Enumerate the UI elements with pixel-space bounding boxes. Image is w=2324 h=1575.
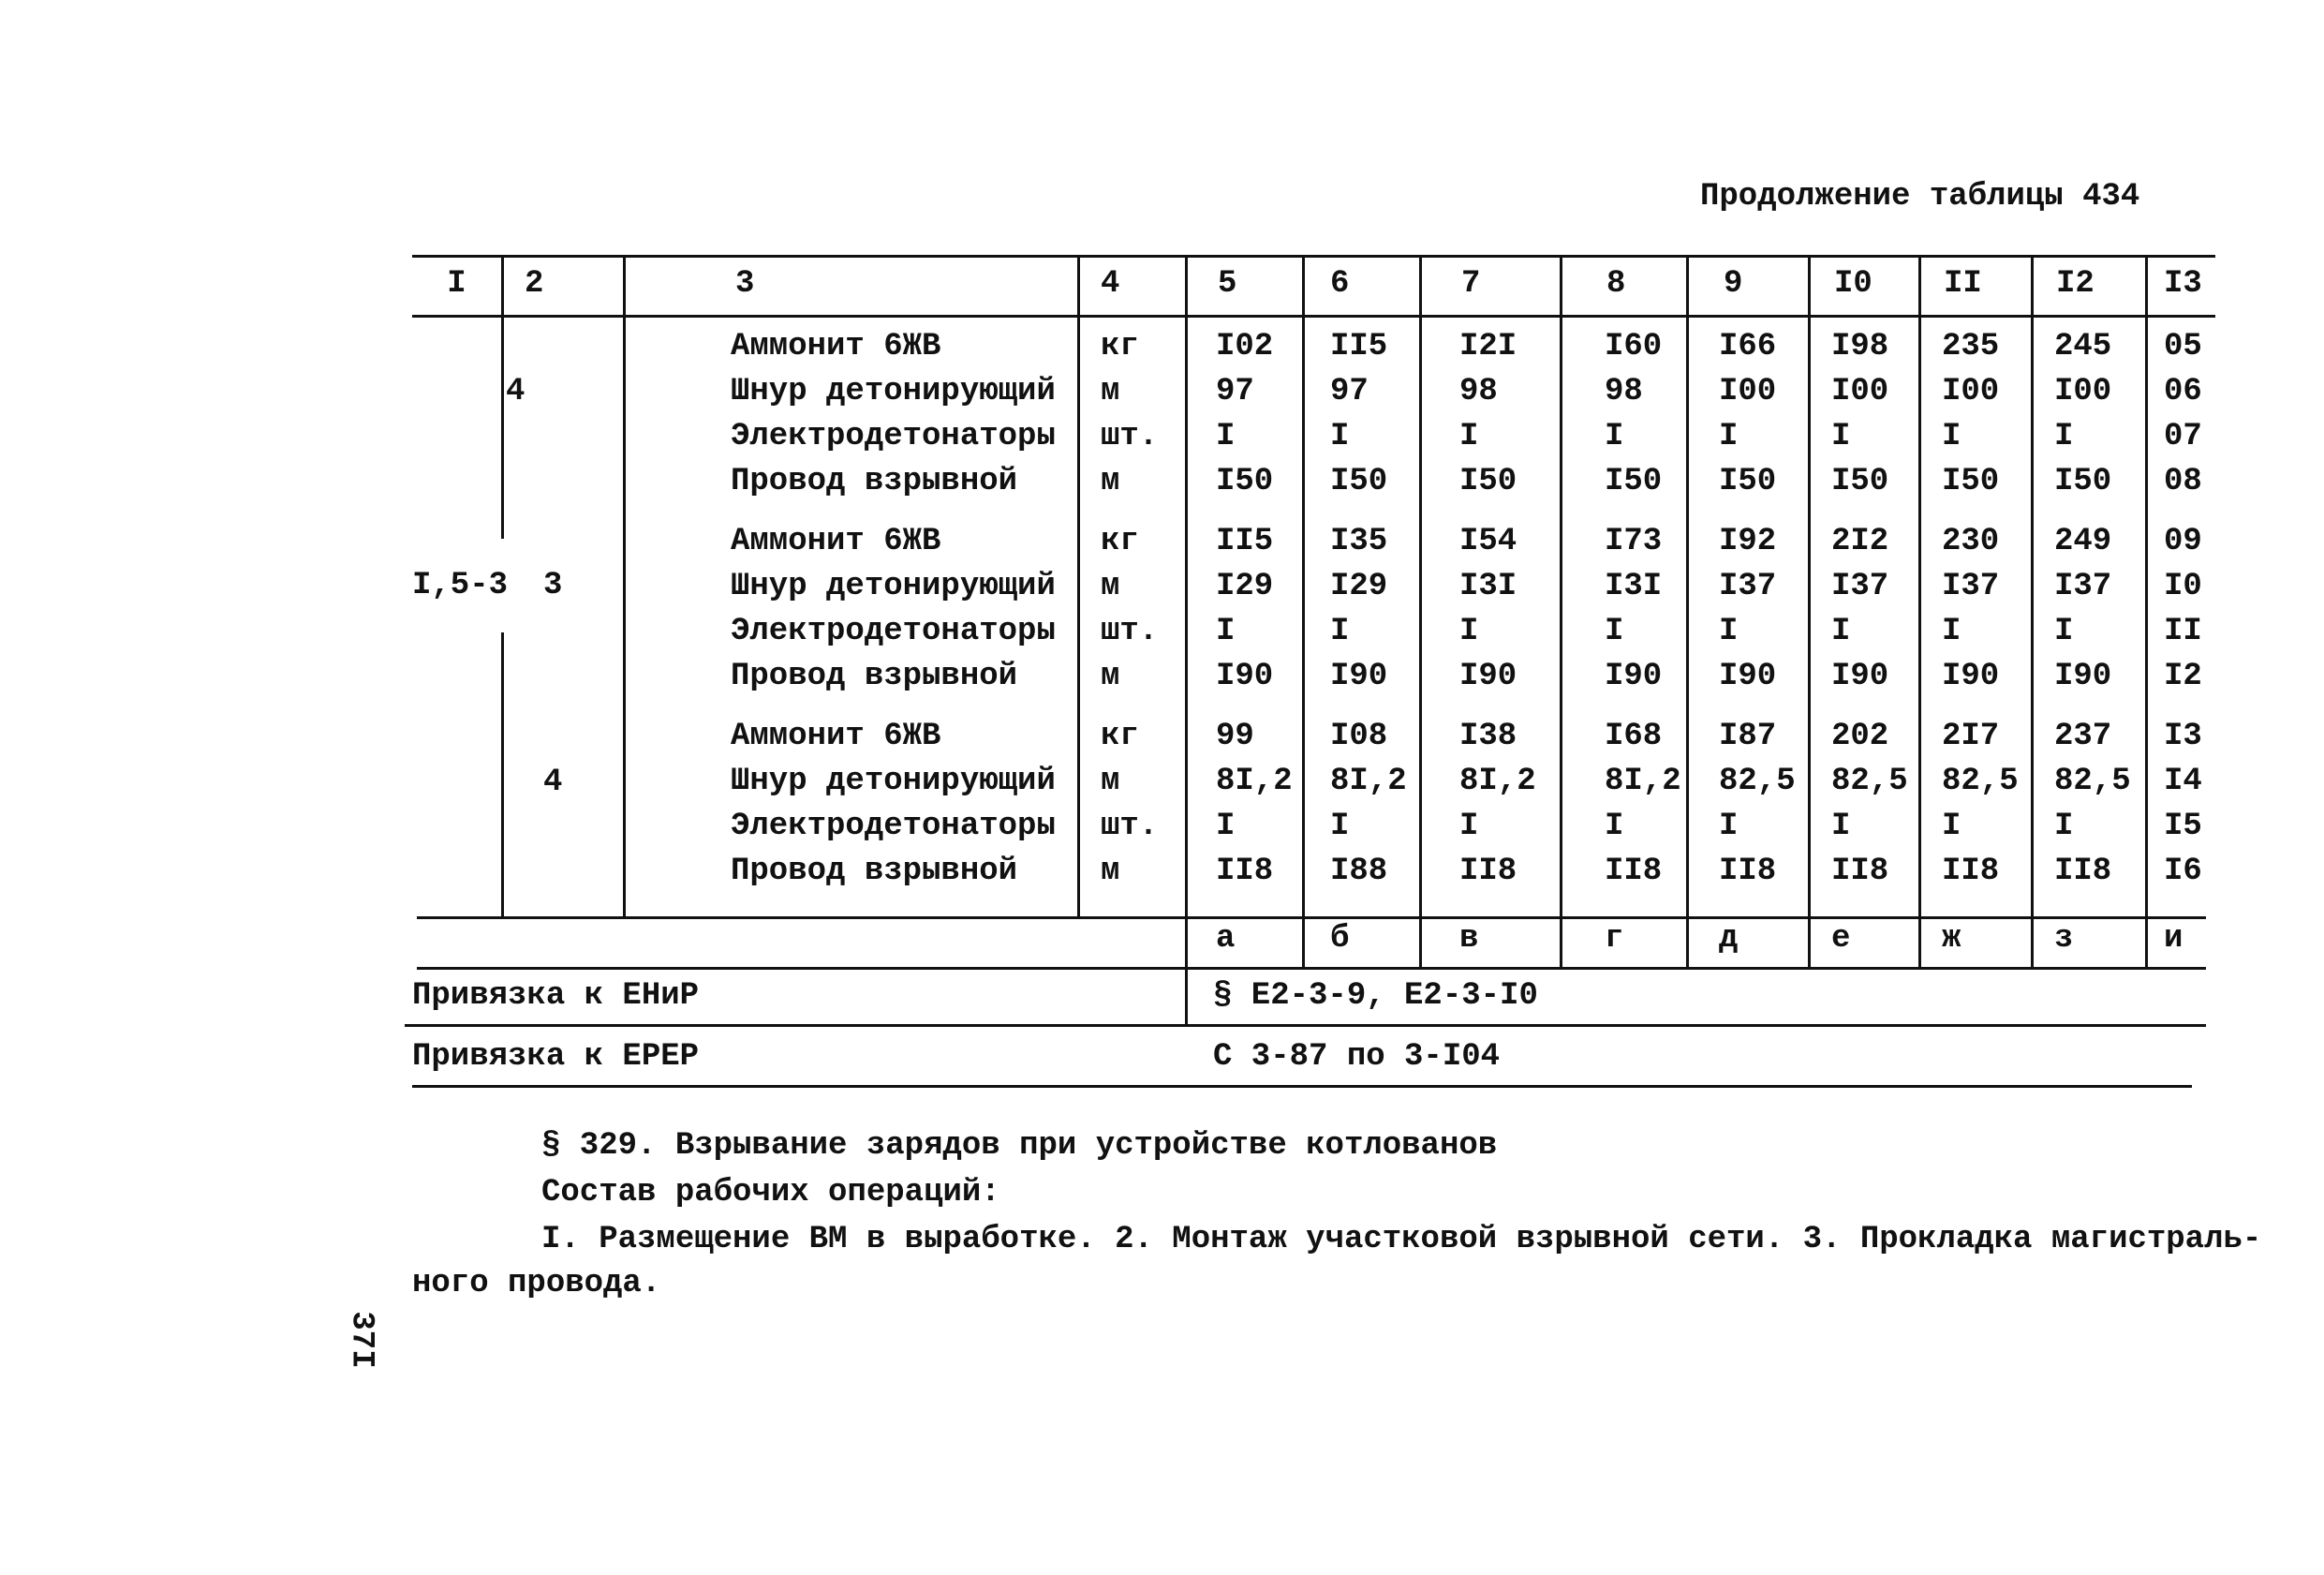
- value-cell: I: [1605, 419, 1624, 454]
- col-separator: [1185, 258, 1188, 1026]
- value-cell: I: [1831, 419, 1851, 454]
- value-cell: I00: [2054, 374, 2112, 409]
- unit-cell: шт.: [1101, 809, 1159, 844]
- value-cell: I90: [1330, 659, 1388, 694]
- row-number: 08: [2164, 464, 2202, 499]
- header-col-13: I3: [2164, 266, 2202, 302]
- value-cell: I: [1719, 614, 1739, 649]
- header-col-9: 9: [1724, 266, 1743, 302]
- unit-cell: кг: [1101, 329, 1139, 364]
- value-cell: I90: [1605, 659, 1663, 694]
- material-name: Провод взрывной: [731, 464, 1018, 499]
- value-cell: I90: [1831, 659, 1889, 694]
- col-separator: [1560, 258, 1562, 970]
- letter-cell: б: [1330, 921, 1350, 957]
- value-cell: 235: [1942, 329, 2000, 364]
- value-cell: I: [1330, 419, 1350, 454]
- value-cell: 249: [2054, 524, 2112, 559]
- value-cell: 2I7: [1942, 719, 2000, 754]
- value-cell: I: [1459, 614, 1479, 649]
- header-col-4: 4: [1101, 266, 1120, 302]
- value-cell: I: [1942, 809, 1961, 844]
- value-cell: II5: [1216, 524, 1274, 559]
- value-cell: 82,5: [1831, 764, 1908, 799]
- value-cell: 8I,2: [1216, 764, 1293, 799]
- value-cell: I35: [1330, 524, 1388, 559]
- subgroup-label: 4: [506, 374, 525, 409]
- value-cell: I3I: [1459, 569, 1517, 604]
- unit-cell: м: [1101, 764, 1120, 799]
- table-top-rule: [412, 255, 2215, 258]
- value-cell: I60: [1605, 329, 1663, 364]
- subgroup-label: 3: [543, 568, 563, 603]
- value-cell: II8: [1942, 854, 2000, 889]
- value-cell: II8: [2054, 854, 2112, 889]
- value-cell: I37: [1719, 569, 1777, 604]
- value-cell: 2I2: [1831, 524, 1889, 559]
- col-separator: [1077, 258, 1080, 918]
- value-cell: I90: [1459, 659, 1517, 694]
- value-cell: I37: [2054, 569, 2112, 604]
- header-col-1: I: [447, 266, 466, 302]
- value-cell: II8: [1605, 854, 1663, 889]
- col-separator: [1686, 258, 1689, 970]
- value-cell: I50: [1831, 464, 1889, 499]
- value-cell: I29: [1216, 569, 1274, 604]
- value-cell: I50: [1216, 464, 1274, 499]
- row-number: 09: [2164, 524, 2202, 559]
- header-bottom-rule: [412, 315, 2215, 318]
- value-cell: I: [1831, 614, 1851, 649]
- material-name: Шнур детонирующий: [731, 374, 1056, 409]
- col-separator: [623, 258, 626, 918]
- value-cell: I00: [1942, 374, 2000, 409]
- value-cell: I: [1216, 809, 1236, 844]
- footer-label-enir: Привязка к ЕНиР: [412, 978, 700, 1014]
- value-cell: I: [2054, 809, 2074, 844]
- value-cell: 97: [1330, 374, 1369, 409]
- value-cell: 82,5: [1942, 764, 2019, 799]
- col-separator: [1918, 258, 1921, 970]
- value-cell: I: [2054, 419, 2074, 454]
- value-cell: I: [1459, 809, 1479, 844]
- letter-cell: д: [1719, 921, 1739, 957]
- letter-cell: е: [1831, 921, 1851, 957]
- value-cell: I66: [1719, 329, 1777, 364]
- value-cell: I08: [1330, 719, 1388, 754]
- value-cell: I00: [1719, 374, 1777, 409]
- header-col-6: 6: [1330, 266, 1350, 302]
- col-separator: [1419, 258, 1422, 970]
- row-number: I0: [2164, 569, 2202, 604]
- footer-value-erer: С 3-87 по 3-I04: [1213, 1039, 1501, 1075]
- col-separator: [1808, 258, 1811, 970]
- unit-cell: м: [1101, 464, 1120, 499]
- operations-line-2: ного провода.: [412, 1266, 661, 1301]
- value-cell: 98: [1605, 374, 1643, 409]
- value-cell: 82,5: [1719, 764, 1796, 799]
- unit-cell: м: [1101, 854, 1120, 889]
- row-number: I6: [2164, 854, 2202, 889]
- value-cell: II8: [1719, 854, 1777, 889]
- value-cell: 97: [1216, 374, 1254, 409]
- row-number: II: [2164, 614, 2202, 649]
- material-name: Аммонит 6ЖВ: [731, 329, 941, 364]
- value-cell: I68: [1605, 719, 1663, 754]
- value-cell: I90: [2054, 659, 2112, 694]
- col-separator: [2145, 258, 2148, 970]
- header-col-8: 8: [1606, 266, 1626, 302]
- value-cell: I50: [1605, 464, 1663, 499]
- row-number: 06: [2164, 374, 2202, 409]
- page-number: 37I: [343, 1311, 379, 1369]
- header-col-12: I2: [2056, 266, 2095, 302]
- value-cell: 8I,2: [1605, 764, 1681, 799]
- value-cell: I: [1942, 614, 1961, 649]
- unit-cell: кг: [1101, 719, 1139, 754]
- value-cell: I: [1831, 809, 1851, 844]
- col-separator: [1302, 258, 1305, 970]
- value-cell: 230: [1942, 524, 2000, 559]
- header-col-11: II: [1944, 266, 1982, 302]
- value-cell: 202: [1831, 719, 1889, 754]
- letters-bottom-rule: [417, 967, 2206, 970]
- value-cell: I50: [1330, 464, 1388, 499]
- row-number: I3: [2164, 719, 2202, 754]
- value-cell: I38: [1459, 719, 1517, 754]
- unit-cell: шт.: [1101, 614, 1159, 649]
- header-col-3: 3: [735, 266, 755, 302]
- value-cell: I: [1605, 614, 1624, 649]
- value-cell: I: [1719, 419, 1739, 454]
- value-cell: I: [1459, 419, 1479, 454]
- value-cell: I: [1216, 614, 1236, 649]
- value-cell: I: [1942, 419, 1961, 454]
- footer-value-enir: § Е2-3-9, Е2-3-I0: [1213, 978, 1538, 1014]
- value-cell: I29: [1330, 569, 1388, 604]
- value-cell: 99: [1216, 719, 1254, 754]
- letter-cell: ж: [1942, 921, 1961, 957]
- footer-label-erer: Привязка к ЕРЕР: [412, 1039, 700, 1075]
- material-name: Шнур детонирующий: [731, 764, 1056, 799]
- value-cell: I: [1330, 614, 1350, 649]
- value-cell: I50: [1459, 464, 1517, 499]
- value-cell: I50: [1942, 464, 2000, 499]
- header-col-5: 5: [1218, 266, 1237, 302]
- section-title: § 329. Взрывание зарядов при устройстве котлованов: [541, 1128, 1498, 1164]
- value-cell: II8: [1216, 854, 1274, 889]
- value-cell: 98: [1459, 374, 1498, 409]
- value-cell: I90: [1719, 659, 1777, 694]
- value-cell: I37: [1831, 569, 1889, 604]
- header-col-7: 7: [1461, 266, 1481, 302]
- value-cell: I88: [1330, 854, 1388, 889]
- unit-cell: м: [1101, 569, 1120, 604]
- value-cell: 82,5: [2054, 764, 2131, 799]
- subgroup-label: 4: [543, 765, 563, 800]
- row-number: I2: [2164, 659, 2202, 694]
- value-cell: I92: [1719, 524, 1777, 559]
- unit-cell: м: [1101, 374, 1120, 409]
- value-cell: I: [1216, 419, 1236, 454]
- letter-cell: з: [2054, 921, 2074, 957]
- row-number: I4: [2164, 764, 2202, 799]
- value-cell: 8I,2: [1330, 764, 1407, 799]
- value-cell: I90: [1216, 659, 1274, 694]
- unit-cell: шт.: [1101, 419, 1159, 454]
- value-cell: I2I: [1459, 329, 1517, 364]
- letter-cell: г: [1605, 921, 1624, 957]
- value-cell: 8I,2: [1459, 764, 1536, 799]
- footer-middle-rule: [405, 1024, 2206, 1027]
- value-cell: II5: [1330, 329, 1388, 364]
- value-cell: I: [1719, 809, 1739, 844]
- row-number: 05: [2164, 329, 2202, 364]
- value-cell: I50: [2054, 464, 2112, 499]
- operations-line-1: I. Размещение ВМ в выработке. 2. Монтаж участковой взрывной сети. 3. Прокладка магистраль-: [541, 1222, 2262, 1257]
- value-cell: I87: [1719, 719, 1777, 754]
- value-cell: II8: [1459, 854, 1517, 889]
- material-name: Электродетонаторы: [731, 809, 1056, 844]
- header-col-10: I0: [1834, 266, 1873, 302]
- letter-cell: и: [2164, 921, 2183, 957]
- header-col-2: 2: [525, 266, 544, 302]
- value-cell: I98: [1831, 329, 1889, 364]
- col-separator: [2031, 258, 2034, 970]
- value-cell: I50: [1719, 464, 1777, 499]
- value-cell: I90: [1942, 659, 2000, 694]
- material-name: Провод взрывной: [731, 854, 1018, 889]
- letter-cell: в: [1459, 921, 1479, 957]
- material-name: Аммонит 6ЖВ: [731, 719, 941, 754]
- table-caption: Продолжение таблицы 434: [1700, 179, 2140, 215]
- letter-cell: а: [1216, 921, 1236, 957]
- material-name: Аммонит 6ЖВ: [731, 524, 941, 559]
- operations-title: Состав рабочих операций:: [541, 1175, 1000, 1211]
- group-label: I,5-3: [412, 568, 509, 603]
- value-cell: I: [2054, 614, 2074, 649]
- value-cell: 245: [2054, 329, 2112, 364]
- material-name: Электродетонаторы: [731, 614, 1056, 649]
- col-separator: [501, 632, 504, 918]
- value-cell: I73: [1605, 524, 1663, 559]
- value-cell: I37: [1942, 569, 2000, 604]
- value-cell: I: [1330, 809, 1350, 844]
- value-cell: I3I: [1605, 569, 1663, 604]
- value-cell: II8: [1831, 854, 1889, 889]
- unit-cell: м: [1101, 659, 1120, 694]
- row-number: 07: [2164, 419, 2202, 454]
- unit-cell: кг: [1101, 524, 1139, 559]
- material-name: Провод взрывной: [731, 659, 1018, 694]
- material-name: Электродетонаторы: [731, 419, 1056, 454]
- value-cell: I00: [1831, 374, 1889, 409]
- material-name: Шнур детонирующий: [731, 569, 1056, 604]
- body-bottom-rule: [417, 916, 2206, 919]
- value-cell: 237: [2054, 719, 2112, 754]
- value-cell: I54: [1459, 524, 1517, 559]
- row-number: I5: [2164, 809, 2202, 844]
- value-cell: I02: [1216, 329, 1274, 364]
- value-cell: I: [1605, 809, 1624, 844]
- footer-bottom-rule: [412, 1085, 2192, 1088]
- col-separator: [501, 258, 504, 539]
